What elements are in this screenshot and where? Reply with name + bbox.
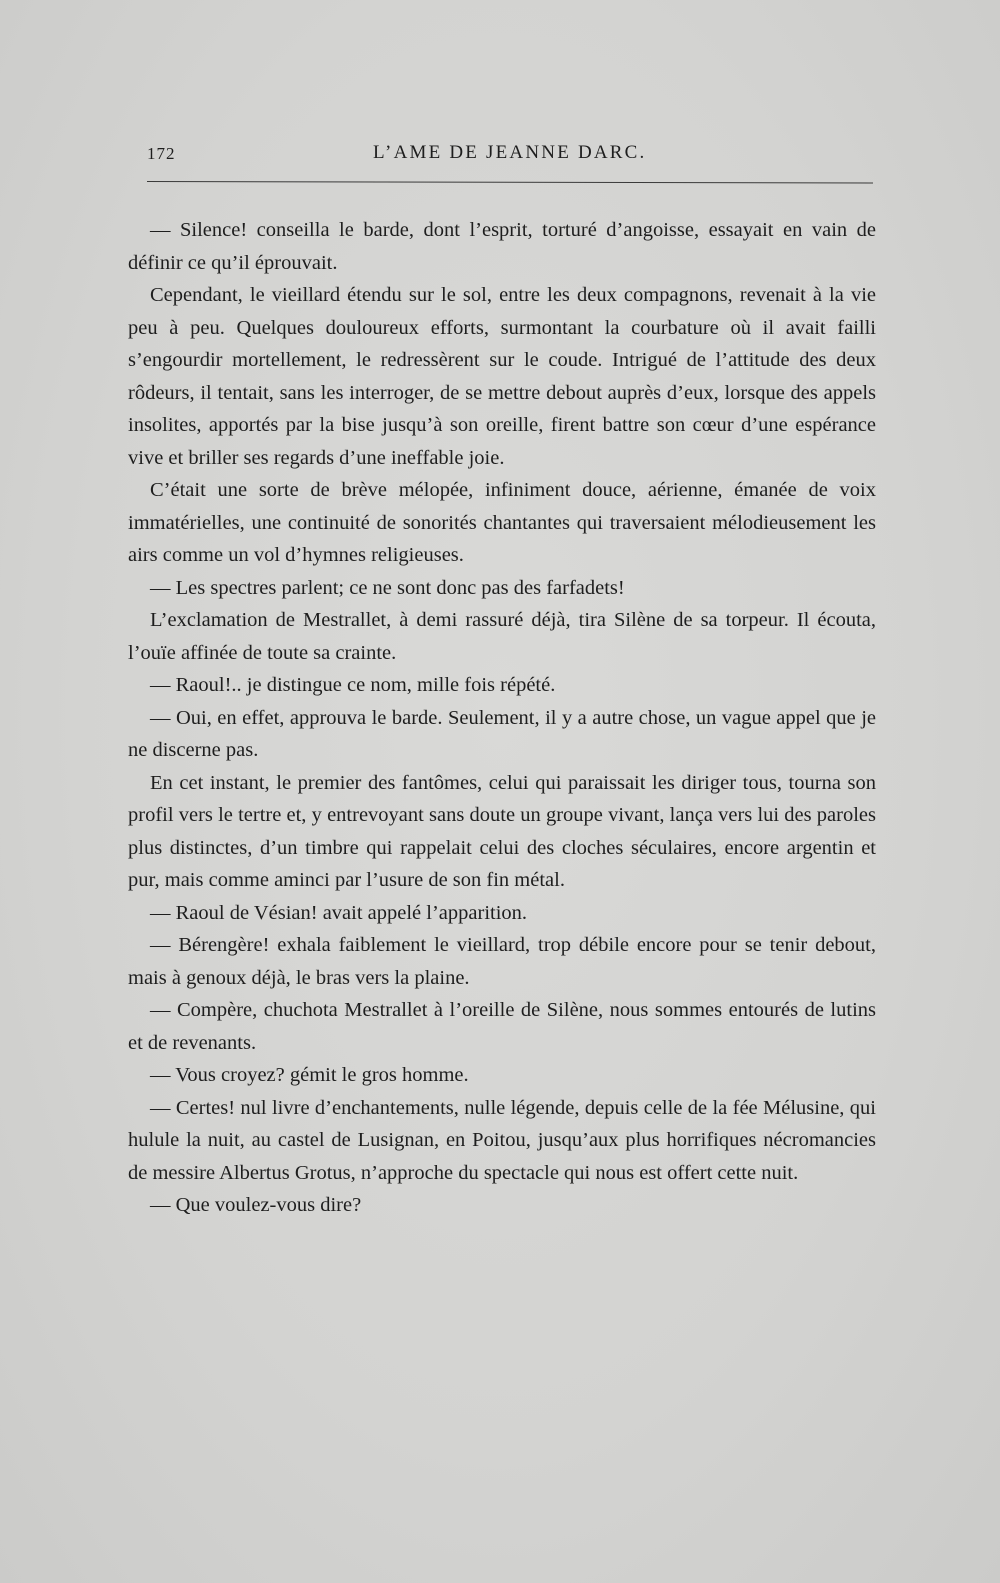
- paragraph: Cependant, le vieillard étendu sur le sol, entre les deux compagnons, revenait à la vie peu à peu. Quelques douloureux efforts, surmontant la courbature où il avait failli s’engourdir mortellement, le redressèrent sur le coude. Intrigué de l’attitude des deux rôdeurs, il tentait, sans les interroger, de se mettre debout auprès d’eux, lorsque des appels insolites, apportés par la bise jusqu’à son oreille, firent battre son cœur d’une espérance vive et briller ses regards d’une ineffable joie.: [128, 284, 876, 469]
- paragraph: — Silence! conseilla le barde, dont l’esprit, torturé d’angoisse, essayait en vain de définir ce qu’il éprouvait.: [128, 219, 876, 274]
- header-rule: [147, 181, 873, 184]
- body-text: [128, 214, 876, 1222]
- paragraph: — Bérengère! exhala faiblement le vieillard, trop débile encore pour se tenir debout, mais à genoux déjà, le bras vers la plaine.: [128, 934, 876, 989]
- paragraph: — Compère, chuchota Mestrallet à l’oreille de Silène, nous sommes entourés de lutins et de revenants.: [128, 999, 876, 1054]
- paragraph: — Vous croyez? gémit le gros homme.: [150, 1064, 469, 1086]
- running-head: [147, 142, 873, 172]
- page-number: 172: [147, 144, 176, 163]
- paragraph: L’exclamation de Mestrallet, à demi rassuré déjà, tira Silène de sa torpeur. Il écouta, l’ouïe affinée de toute sa crainte.: [128, 609, 876, 664]
- paragraph: — Oui, en effet, approuva le barde. Seulement, il y a autre chose, un vague appel que je ne discerne pas.: [128, 706, 876, 761]
- paragraph: — Certes! nul livre d’enchantements, nulle légende, depuis celle de la fée Mélusine, qui hulule la nuit, au castel de Lusignan, en Poitou, jusqu’aux plus horrifiques nécromancies de messire Albertus Grotus, n’approche du spectacle qui nous est offert cette nuit.: [128, 1096, 876, 1184]
- paragraph: — Que voulez-vous dire?: [150, 1194, 362, 1216]
- paragraph: — Raoul!.. je distingue ce nom, mille fois répété.: [150, 674, 556, 696]
- paragraph: En cet instant, le premier des fantômes, celui qui paraissait les diriger tous, tourna son profil vers le tertre et, y entrevoyant sans doute un groupe vivant, lança vers lui des paroles plus distinctes, d’un timbre qui rappelait celui des cloches séculaires, encore argentin et pur, mais comme aminci par l’usure de son fin métal.: [128, 771, 876, 891]
- paragraph: — Les spectres parlent; ce ne sont donc pas des farfadets!: [150, 576, 625, 599]
- paragraph: — Raoul de Vésian! avait appelé l’apparition.: [150, 901, 528, 924]
- paragraph: C’était une sorte de brève mélopée, infiniment douce, aérienne, émanée de voix immatérielles, une continuité de sonorités chantantes qui traversaient mélodieusement les airs comme un vol d’hymnes religieuses.: [128, 479, 876, 566]
- running-title: L’AME DE JEANNE DARC.: [373, 142, 647, 163]
